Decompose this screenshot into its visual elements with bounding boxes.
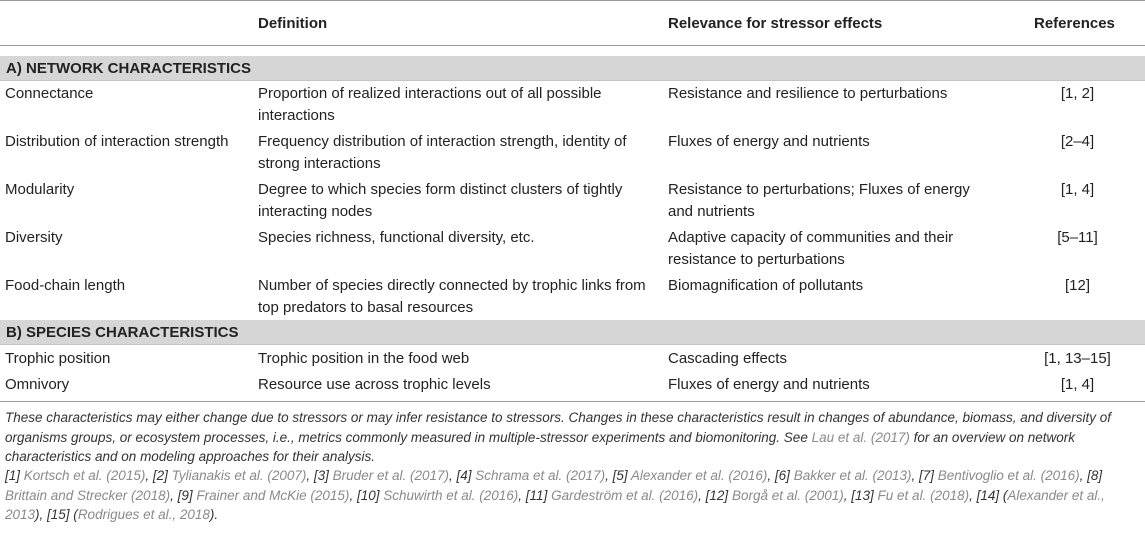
- row-refs: [2–4]: [1060, 133, 1095, 150]
- row-refs: [5–11]: [1057, 229, 1098, 246]
- reference-number: , [13]: [843, 487, 878, 503]
- row-relevance: Resistance to perturbations; Fluxes of energy and nutrients: [668, 181, 970, 220]
- reference-number: , [14] (: [969, 487, 1008, 503]
- footnote-text: These characteristics may either change due to stressors or may infer resistance to stressors. Changes in these characteristics result in changes of abundance, biomass, and diversity of organisms groups, or ecosystem processes, i.e., metrics commonly measured in multiple-stressor experiments and biomonitoring. See: [5, 410, 1112, 445]
- footnote-text: for an overview on network characteristics and on modeling approaches for their analysis.: [5, 429, 1075, 464]
- row-name: Food-chain length: [5, 277, 126, 294]
- row-definition: Number of species directly connected by trophic links from top predators to basal resources: [258, 277, 646, 316]
- row-relevance: Fluxes of energy and nutrients: [668, 376, 870, 393]
- header-definition: Definition: [258, 15, 328, 32]
- reference-number: , [6]: [767, 468, 794, 483]
- reference-citation-link[interactable]: Bentivoglio et al. (2016): [937, 468, 1080, 483]
- row-refs: [12]: [1064, 277, 1091, 294]
- reference-citation-link[interactable]: Alexander et al., 2013: [5, 487, 1105, 522]
- row-refs: [1, 2]: [1060, 85, 1095, 102]
- reference-citation-link[interactable]: Alexander et al. (2016): [630, 468, 768, 483]
- footnote-references: [5, 466, 1140, 525]
- row-name: Distribution of interaction strength: [5, 133, 229, 150]
- row-relevance: Biomagnification of pollutants: [668, 277, 864, 294]
- row-name: Trophic position: [5, 350, 111, 367]
- row-relevance: Resistance and resilience to perturbations: [668, 85, 948, 102]
- section-header: [0, 56, 1145, 81]
- row-definition: Trophic position in the food web: [258, 350, 470, 367]
- reference-citation-link[interactable]: Gardeström et al. (2016): [551, 487, 699, 503]
- table-footnote: [5, 408, 1140, 467]
- reference-citation-link[interactable]: Schrama et al. (2017): [475, 468, 606, 483]
- row-definition: Resource use across trophic levels: [258, 376, 491, 393]
- reference-number: , [12]: [698, 487, 732, 503]
- row-name: Connectance: [5, 85, 94, 102]
- row-definition: Proportion of realized interactions out of all possible interactions: [258, 85, 602, 124]
- row-name: Omnivory: [5, 376, 70, 393]
- reference-number: , [7]: [911, 468, 938, 483]
- table-header: [0, 0, 1145, 46]
- reference-number: , [10]: [349, 487, 384, 503]
- row-name: Diversity: [5, 229, 63, 246]
- reference-citation-link[interactable]: Frainer and McKie (2015): [196, 487, 350, 503]
- reference-citation-link[interactable]: Bruder et al. (2017): [332, 468, 449, 483]
- section-header: [0, 320, 1145, 345]
- reference-number: , [9]: [170, 487, 197, 503]
- header-references: References: [1034, 15, 1115, 32]
- reference-citation-link[interactable]: Rodrigues et al., 2018: [77, 507, 210, 522]
- section-title: B) SPECIES CHARACTERISTICS: [6, 324, 239, 341]
- table-bottom-rule: [0, 401, 1145, 402]
- reference-number: , [3]: [306, 468, 333, 483]
- footnote-link[interactable]: Lau et al. (2017): [811, 429, 910, 445]
- reference-number: , [11]: [518, 487, 552, 503]
- row-definition: Frequency distribution of interaction strength, identity of strong interactions: [258, 133, 627, 172]
- row-refs: [1, 13–15]: [1044, 350, 1111, 367]
- row-name: Modularity: [5, 181, 75, 198]
- reference-citation-link[interactable]: Tylianakis et al. (2007): [171, 468, 307, 483]
- section-title: A) NETWORK CHARACTERISTICS: [6, 60, 251, 77]
- reference-citation-link[interactable]: Fu et al. (2018): [877, 487, 970, 503]
- reference-number: ), [15] (: [35, 507, 78, 522]
- row-refs: [1, 4]: [1060, 376, 1095, 393]
- reference-citation-link[interactable]: Brittain and Strecker (2018): [5, 487, 171, 503]
- row-relevance: Cascading effects: [668, 350, 787, 367]
- row-definition: Degree to which species form distinct clusters of tightly interacting nodes: [258, 181, 623, 220]
- reference-number: ).: [209, 507, 219, 522]
- reference-citation-link[interactable]: Schuwirth et al. (2016): [383, 487, 519, 503]
- row-relevance: Adaptive capacity of communities and their resistance to perturbations: [668, 229, 954, 268]
- reference-citation-link[interactable]: Borgå et al. (2001): [731, 487, 844, 503]
- row-definition: Species richness, functional diversity, etc.: [258, 229, 535, 246]
- reference-citation-link[interactable]: Bakker et al. (2013): [793, 468, 912, 483]
- reference-number: , [5]: [605, 468, 631, 483]
- reference-citation-link[interactable]: Kortsch et al. (2015): [23, 468, 146, 483]
- header-relevance: Relevance for stressor effects: [668, 15, 883, 32]
- reference-number: , [4]: [448, 468, 476, 483]
- row-refs: [1, 4]: [1060, 181, 1095, 198]
- reference-number: , [8]: [1079, 468, 1103, 483]
- reference-number: , [2]: [145, 468, 172, 483]
- row-relevance: Fluxes of energy and nutrients: [668, 133, 870, 150]
- reference-number: [1]: [5, 468, 24, 483]
